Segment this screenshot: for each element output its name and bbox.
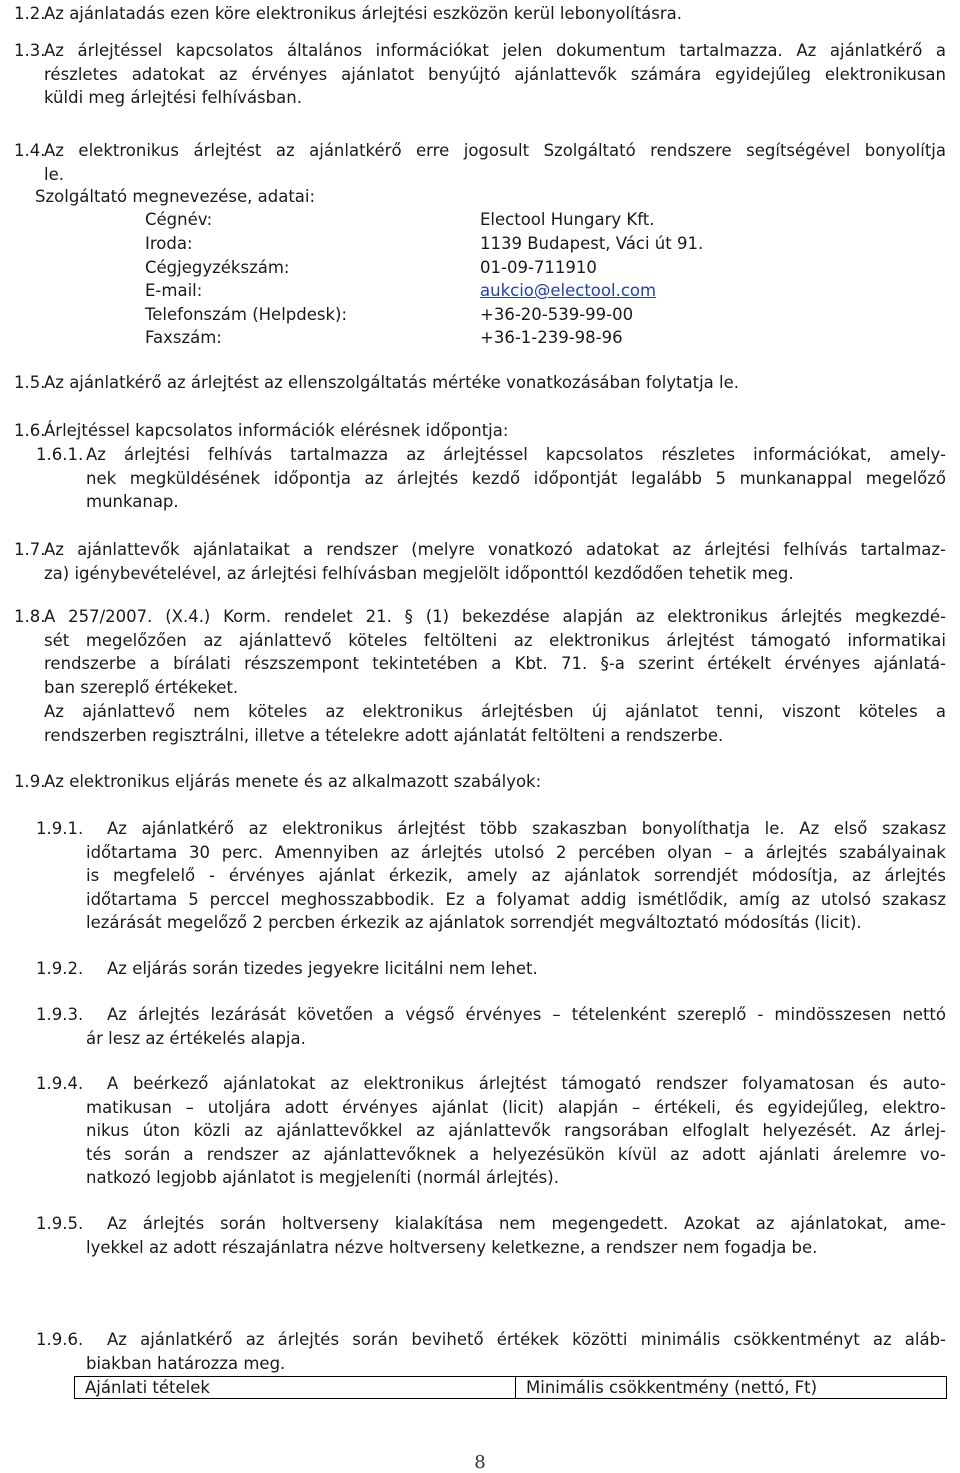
- section-1-3: [14, 39, 946, 110]
- section-1-8: [14, 605, 946, 747]
- section-number: 1.8.: [14, 607, 46, 626]
- text-line: Az ajánlatkérő az árlejtést az ellenszolgáltatás mértéke vonatkozásában folytatja le.: [44, 373, 740, 392]
- text-line: ár lesz az értékelés alapja.: [86, 1028, 306, 1048]
- section-1-4: [14, 139, 946, 186]
- section-number: 1.3.: [14, 41, 46, 60]
- section-1-9-6: [36, 1328, 946, 1375]
- table-header-row: [75, 1377, 947, 1399]
- section-1-5: [14, 371, 946, 395]
- text-line: Az árlejtés során holtverseny kialakítása nem megengedett. Azokat az ajánlatokat, ame-: [107, 1214, 946, 1233]
- text-line: Az ajánlatkérő az elektronikus árlejtést több szakaszban bonyolíthatja le. Az első szakasz: [107, 819, 946, 838]
- section-1-9-1: [36, 817, 946, 935]
- section-text-cont: [44, 629, 946, 748]
- text-line: matikusan – utoljára adott érvényes ajánlat (licit) alapján – értékeli, és egyidejűleg, elektro-: [86, 1097, 946, 1117]
- page-number: 8: [474, 1452, 486, 1473]
- text-line: lyekkel az adott részajánlatra nézve holtverseny keletkezne, a rendszer nem fogadja be.: [86, 1237, 818, 1257]
- section-1-9: [14, 770, 946, 794]
- subsection-number: 1.9.1.: [36, 819, 84, 838]
- section-text-cont: [44, 562, 946, 586]
- text-line: A beérkező ajánlatokat az elektronikus árlejtést támogató rendszer folyamatosan és auto-: [107, 1074, 946, 1093]
- table-header-cell: Minimális csökkentmény (nettó, Ft): [516, 1377, 947, 1399]
- text-line: A 257/2007. (X.4.) Korm. rendelet 21. § (1) bekezdése alapján az elektronikus árlejtés megkezdé-: [44, 607, 946, 626]
- text-line: időtartama 5 perccel meghosszabbodik. Ez a folyamat addig ismétlődik, amíg az utolsó szakasz: [86, 889, 946, 909]
- text-line: Az árlejtés lezárását követően a végső érvényes – tételenként szereplő - mindösszesen nettó: [107, 1005, 946, 1024]
- table-header-cell: Ajánlati tételek: [75, 1377, 516, 1399]
- subsection-text: [86, 1072, 946, 1190]
- text-line: Az elektronikus eljárás menete és az alkalmazott szabályok:: [44, 772, 542, 791]
- reduction-table: [74, 1376, 947, 1399]
- text-line: lezárását megelőző 2 percben érkezik az ajánlatok sorrendjét megváltoztató módosítás (licit).: [86, 913, 862, 933]
- section-text: [44, 605, 946, 629]
- text-line: tés során a rendszer az ajánlattevőknek a helyezésükön kívül az adott ajánlati árelemre vo-: [86, 1144, 946, 1164]
- section-number: 1.5.: [14, 373, 46, 392]
- subsection-text: [86, 1003, 946, 1050]
- section-number: 1.6.: [14, 421, 46, 440]
- text-line: rendszerben regisztrálni, illetve a tételekre adott ajánlatát feltölteni a rendszerbe.: [44, 725, 724, 745]
- section-1-9-3: [36, 1003, 946, 1050]
- text-line: nikus úton közli az ajánlattevőkkel az ajánlattevők rangsorában elfoglalt helyezését. Az árlej-: [86, 1121, 946, 1141]
- section-number: 1.4.: [14, 141, 46, 160]
- section-text: [44, 2, 946, 26]
- text-line: natkozó legjobb ajánlatot is megjeleníti (normál árlejtés).: [86, 1168, 559, 1188]
- provider-value: 1139 Budapest, Váci út 91.: [480, 234, 704, 253]
- section-text: [44, 371, 946, 395]
- provider-label: Telefonszám (Helpdesk):: [145, 305, 348, 324]
- subsection-number: 1.9.2.: [36, 959, 84, 978]
- section-1-2: [14, 2, 946, 26]
- provider-label: Iroda:: [145, 234, 193, 253]
- email-link[interactable]: aukcio@electool.com: [480, 281, 657, 300]
- text-line: Az ajánlattevők ajánlataikat a rendszer (melyre vonatkozó adatokat az árlejtési felhívás tartalmaz-: [44, 540, 946, 559]
- text-line: nek megküldésének időpontja az árlejtés kezdő időpontját legalább 5 munkanappal megelőző: [86, 468, 946, 488]
- subsection-number: 1.9.5.: [36, 1214, 84, 1233]
- section-text-cont: [44, 63, 946, 110]
- subsection-number: 1.9.3.: [36, 1005, 84, 1024]
- section-1-9-4: [36, 1072, 946, 1190]
- subsection-text: [86, 1212, 946, 1259]
- provider-value: 01-09-711910: [480, 258, 597, 277]
- text-line: za) igénybevételével, az árlejtési felhívásban megjelölt időponttól kezdődően tehetik meg.: [44, 563, 794, 583]
- section-number: 1.2.: [14, 4, 46, 23]
- provider-value: Electool Hungary Kft.: [480, 210, 655, 229]
- provider-label: E-mail:: [145, 281, 203, 300]
- text-line: ban szereplő értékeket.: [44, 678, 239, 698]
- text-line: munkanap.: [86, 492, 179, 512]
- provider-label: Faxszám:: [145, 328, 222, 347]
- text-line: Az ajánlatadás ezen köre elektronikus árlejtési eszközön kerül lebonyolításra.: [44, 4, 683, 23]
- text-line: időtartama 30 perc. Amennyiben az árlejtés utolsó 2 percében olyan – a árlejtés szabályainak: [86, 842, 946, 862]
- text-line: Az ajánlatkérő az árlejtés során bevihető értékek közötti minimális csökkentményt az aláb-: [107, 1330, 946, 1349]
- text-line: részletes adatokat az érvényes ajánlatot benyújtó ajánlattevők számára egyidejűleg elektronikusan: [44, 64, 946, 84]
- section-1-6: [14, 419, 946, 443]
- provider-label: Cégjegyzékszám:: [145, 258, 290, 277]
- section-number: 1.9.: [14, 772, 46, 791]
- subsection-text: [86, 817, 946, 935]
- text-line: is megfelelő - érvényes ajánlat érkezik, amely az ajánlatok sorrendjét módosítja, az árlejtés: [86, 866, 946, 886]
- text-line: küldi meg árlejtési felhívásban.: [44, 88, 302, 108]
- text-line: Az eljárás során tizedes jegyekre licitálni nem lehet.: [107, 959, 538, 978]
- section-text: [44, 139, 946, 163]
- provider-label: Cégnév:: [145, 210, 213, 229]
- text-line: Az árlejtéssel kapcsolatos általános információkat jelen dokumentum tartalmazza. Az ajánlatkérő a: [44, 41, 946, 60]
- provider-heading: Szolgáltató megnevezése, adatai:: [35, 187, 316, 206]
- subsection-number: 1.9.6.: [36, 1330, 84, 1349]
- section-text: [44, 419, 946, 443]
- text-line: rendszerbe a bírálati részszempont tekintetében a Kbt. 71. §-a szerint értékelt érvényes ajánlatá-: [44, 654, 946, 674]
- section-number: 1.7.: [14, 540, 46, 559]
- section-text-cont: [44, 163, 946, 187]
- text-line: le.: [44, 164, 64, 184]
- text-line: biakban határozza meg.: [86, 1353, 286, 1373]
- subsection-text: [86, 957, 946, 981]
- subsection-text: [86, 443, 946, 514]
- text-line: Az árlejtési felhívás tartalmazza az árlejtéssel kapcsolatos részletes információkat, amely-: [86, 445, 946, 464]
- subsection-number: 1.9.4.: [36, 1074, 84, 1093]
- text-line: Az elektronikus árlejtést az ajánlatkérő erre jogosult Szolgáltató rendszere segítségével bonyolítja: [44, 141, 946, 160]
- subsection-text: [86, 1328, 946, 1375]
- section-1-6-1: [36, 443, 946, 514]
- provider-value: +36-20-539-99-00: [480, 305, 634, 324]
- subsection-number: 1.6.1.: [36, 445, 84, 464]
- section-1-9-2: [36, 957, 946, 981]
- text-line: Az ajánlattevő nem köteles az elektronikus árlejtésben új ajánlatot tenni, viszont köteles a: [44, 701, 946, 721]
- section-text: [44, 39, 946, 63]
- section-text: [44, 770, 946, 794]
- text-line: Árlejtéssel kapcsolatos információk elérésnek időpontja:: [44, 421, 509, 440]
- section-text: [44, 538, 946, 562]
- text-line: sét megelőzően az ajánlattevő köteles feltölteni az elektronikus árlejtést támogató informatikai: [44, 630, 946, 650]
- section-1-7: [14, 538, 946, 585]
- section-1-9-5: [36, 1212, 946, 1259]
- provider-value: +36-1-239-98-96: [480, 328, 623, 347]
